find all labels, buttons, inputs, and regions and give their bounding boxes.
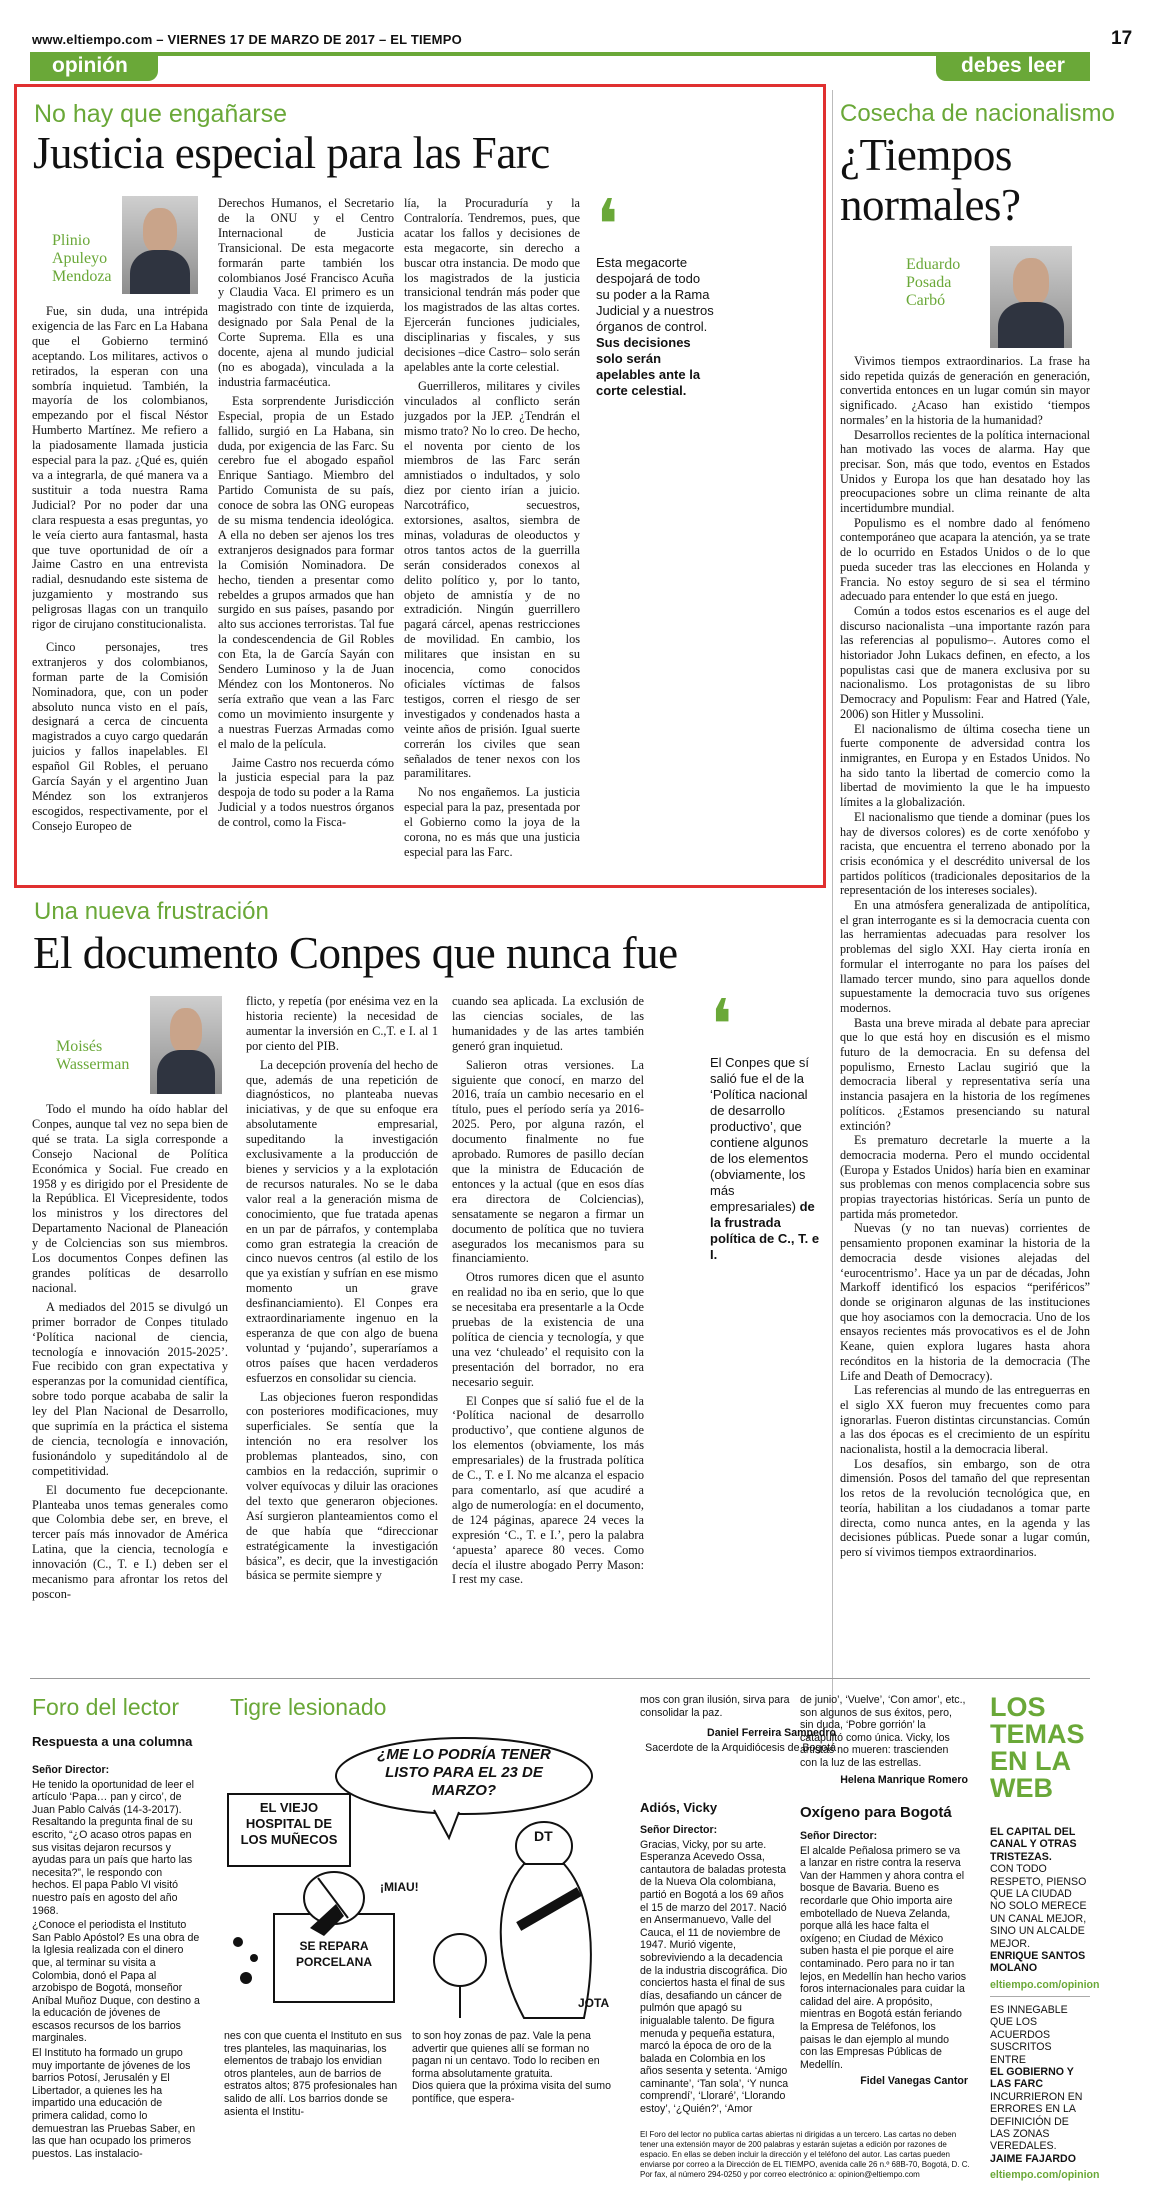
- article2-headline: ¿Tiempos normales?: [840, 130, 1021, 230]
- web-item-1-author: ENRIQUE SANTOS MOLANO: [990, 1950, 1086, 1975]
- paragraph: Las referencias al mundo de las entreguerras en el siglo XX fueron muy frecuentes como para ignorarlas. Fueron distintas circunstancias. Común a las dos épocas es el crecimiento de un espíritu nacionalista, hostil a la democracia liberal.: [840, 1383, 1090, 1457]
- section-tab-opinion[interactable]: [30, 52, 158, 81]
- cartoon-table-sign: SE REPARA PORCELANA: [295, 1939, 372, 1969]
- web-item-2-bold: EL GOBIERNO Y LAS FARC: [990, 2066, 1074, 2091]
- cartoon-cap-label: DT: [534, 1828, 553, 1844]
- paragraph: Jaime Castro nos recuerda cómo la justicia especial para la paz despoja de todo su poder a la Rama Judicial y a todos nuestros órganos de control, como la Fisca-: [218, 755, 394, 830]
- paragraph: Salieron otras versiones. La siguiente que conocí, en marzo del 2016, traía un cambio necesario en el título, pues el período sería ya 2016-2025. Pero, por alguna razón, el documento finalmente no fue aprobado. Rumores de pasillo decían que la ministra de Educación de entonces y la actual (que en esos días era directora de Colciencias), sensatamente se negaron a firmar un documento de política que no tuviera asegurados los mecanismos para su financiamiento.: [452, 1057, 644, 1266]
- paragraph: mos con gran ilusión, sirva para consolidar la paz.: [640, 1694, 790, 1719]
- web-item-2-author: JAIME FAJARDO: [990, 2152, 1076, 2165]
- article1-author: Plinio Apuleyo Mendoza: [52, 232, 112, 285]
- paragraph: Populismo es el nombre dado al fenómeno contemporáneo que acapara la atención, ya se trate de lo ocurrido en Estados Unidos o de lo que pueda suceder tras las elecciones en Holanda y Francia. No estoy seguro de si sea el término adecuado para entender lo que está en juego.: [840, 515, 1090, 604]
- article2-kicker: Cosecha de nacionalismo: [840, 100, 1115, 127]
- letter-signature: Fidel Vanegas Cantor: [860, 2075, 968, 2088]
- article2-author-photo: [990, 246, 1072, 348]
- paragraph: La decepción provenía del hecho de que, además de una repetición de diagnósticos, no planteaba nuevas iniciativas, y de que su enfoque era absolutamente empresarial, supeditando la investigación exclusivamente a la producción de bienes y servicios y a la explotación de recursos naturales. No se le daba valor real a la generación misma de conocimiento, que fue tratada apenas en un par de párrafos, y contemplaba como gran estrategia la creación de cinco nuevos centros (al estilo de los que ya existían y sufrían en ese mismo momento un grave desfinanciamiento). El Conpes era extraordinariamente ingenuo en la esperanza de que con algo de buena voluntad y ‘pujando’, superaríamos a otros países que hacen verdaderos esfuerzos en consolidar su ciencia.: [246, 1057, 438, 1385]
- article3-headline: El documento Conpes que nunca fue: [33, 928, 678, 978]
- pull-quote-bold: Sus decisiones solo serán apelables ante la corte celestial.: [596, 335, 701, 398]
- article2-body: [840, 354, 1090, 1754]
- paragraph: Es prematuro decretarle la muerte a la democracia moderna. Pero el mundo occidental (Europa y Estados Unidos) haría bien en examinar sus problemas con menos complacencia sobre sus propias trayectorias históricas. Sería un punto de partida más prometedor.: [840, 1133, 1090, 1221]
- web-title: LOS TEMAS EN LA WEB: [990, 1692, 1085, 1803]
- article3-kicker: Una nueva frustración: [34, 898, 269, 925]
- paragraph: El Conpes que sí salió fue el de la ‘Política nacional de desarrollo productivo’, que contiene algunos de los elementos (obviamente, los más empresariales) de la frustrada política de C., T. e I. No me alcanza el espacio para comentarlo, así que acudiré a algo de numerología: en el documento, de 124 páginas, aparece 24 veces la expresión ‘C., T. e I.’, pero la palabra ‘apuesta’ aparece 80 veces. Como decía el ilustre abogado Perry Mason: I rest my case.: [452, 1393, 644, 1587]
- article1-kicker: No hay que engañarse: [34, 100, 287, 128]
- masthead-dateline: www.eltiempo.com – VIERNES 17 DE MARZO DE 2017 – EL TIEMPO: [32, 32, 462, 47]
- article1-pull-quote: [596, 184, 716, 399]
- letter1-continuation: nes con que cuenta el Instituto en sus tres planteles, las maquinarias, los elementos de trabajo los envidian otros planteles, aun de barrios de estratos altos; 875 profesionales han salido de allí. Los barrios donde se asienta el Institu-: [224, 2030, 402, 2118]
- article3-pull-quote: [710, 984, 824, 1263]
- pull-quote-bold: de la frustrada política de C., T. e I.: [710, 1199, 820, 1262]
- letter2-title: Adiós, Vicky: [640, 1800, 718, 1815]
- paragraph: No nos engañemos. La justicia especial para la paz, presentada por el Gobierno como la joya de la corona, no es más que una justicia especial para las Farc.: [404, 785, 580, 859]
- paragraph: flicto, y repetía (por enésima vez en la historia reciente) la necesidad de aumentar la inversión en C.,T. e I. al 1 por ciento del PIB.: [246, 994, 438, 1053]
- cartoon-speech: ¿ME LO PODRÍA TENER LISTO PARA EL 23 DE MARZO?: [377, 1746, 551, 1799]
- paragraph: Derechos Humanos, el Secretario de la ONU y el Centro Internacional de Justicia Transicional. De esta megacorte formarán parte también los colombianos José Francisco Acuña y Claudia Vaca. El primero es un magistrado con tinte de izquierda, designado por Sala Penal de la Corte Suprema. Ella es una docente, ajena al mundo judicial (no es abogada), vinculada a la industria farmacéutica.: [218, 196, 394, 389]
- section-tab-debes-leer[interactable]: [936, 52, 1090, 81]
- paragraph: Otros rumores dicen que el asunto en realidad no iba en serio, que lo que se necesitaba era presentarle a la Ocde pruebas de la existencia de una política de ciencia y tecnología, y que una vez ‘chuleado’ el requisito con la presentación del borrador, no era necesario seguir.: [452, 1270, 644, 1389]
- cartoon-title: Tigre lesionado: [230, 1694, 387, 1720]
- paragraph: cuando sea aplicada. La exclusión de las ciencias sociales, de las humanidades y de las artes también generó gran inquietud.: [452, 994, 644, 1053]
- article1-author-photo: [122, 196, 198, 294]
- cartoon-signature: JOTA: [578, 1996, 610, 2010]
- paragraph: He tenido la oportunidad de leer el artículo ‘Papa… pan y circo’, de Juan Pablo Calvás (14-3-2017). Resaltando la pregunta final de su escrito, “¿O acaso otros papas en sus visitas dejaron recursos y ayudas para un país que harto las necesita?”, le respondo con hechos. El papa Pablo VI visitó nuestro país en agosto del año 1968.: [32, 1778, 194, 1917]
- article3-column-1: [32, 1102, 228, 1758]
- paragraph: En una atmósfera generalizada de antipolítica, el gran interrogante es si la democracia cuenta con las herramientas adecuadas para resolver los problemas del siglo XXI. Hay cierta ironía en formular el interrogante no para los países del llamado tercer mundo, sino para aquellos donde supuestamente la democracia tuvo sus orígenes modernos.: [840, 898, 1090, 1015]
- letter1-body: [32, 1764, 200, 2174]
- article2-author: Eduardo Posada Carbó: [906, 256, 961, 309]
- web-item-2-text-a: ES INNEGABLE QUE LOS ACUERDOS SUSCRITOS ENTRE: [990, 2004, 1068, 2066]
- article1-column-2: [218, 196, 394, 876]
- letter-salutation: Señor Director:: [640, 1824, 718, 1836]
- section-label: opinión: [52, 54, 128, 77]
- article3-author-photo: [150, 996, 222, 1094]
- paragraph: Todo el mundo ha oído hablar del Conpes, aunque tal vez no sepa bien de qué se trata. La sigla corresponde a Consejo Nacional de Política Económica y Social. Fue creado en 1958 y es dirigido por el Presidente de la República. El Vicepresidente, todos los ministros y los directores del Departamento Nacional de Planeación y de Colciencias son sus miembros. Los documentos Conpes definen las grandes políticas de desarrollo nacional.: [32, 1102, 228, 1295]
- article3-author: Moisés Wasserman: [56, 1038, 130, 1073]
- paragraph: Vivimos tiempos extraordinarios. La frase ha sido repetida quizás de generación en generación, convertida entonces en un lugar común sin mayor significado. ¿Acaso han existido ‘tiempos normales’ en la historia de la humanidad?: [840, 354, 1090, 427]
- web-item-2-link[interactable]: eltiempo.com/opinion: [990, 2169, 1100, 2182]
- foro-footnote: El Foro del lector no publica cartas abiertas ni dirigidas a un tercero. Las cartas no deben tener una extensión mayor de 200 palabras y estarán sujetas a edición por razones de espacio. En ellas se deben incluir la dirección y el teléfono del autor. Las cartas pueden enviarse por correo a la Dirección de EL TIEMPO, avenida calle 26 n.º 68B-70, Bogotá, D. C. Por fax, al número 294-0250 y por correo electrónico a: opinion@eltiempo.com: [640, 2130, 970, 2179]
- web-item-1: [990, 1826, 1100, 1991]
- letter1-title: Respuesta a una columna: [32, 1734, 193, 1749]
- paragraph: A mediados del 2015 se divulgó un primer borrador de Conpes titulado ‘Política nacional de ciencia, tecnología e innovación 2015-2025’. Fue recibido con gran expectativa y esperanzas por la comunidad científica, sobre todo porque acababa de salir la ley del Plan Nacional de Desarrollo, que suprimía en la práctica el sistema de ciencia, tecnología e innovación, fusionándolo y supeditándolo al de competitividad.: [32, 1299, 228, 1478]
- paragraph: ¿Conoce el periodista el Instituto San Pablo Apóstol? Es una obra de la Iglesia realizada con el dinero que, al terminar su visita a Colombia, donó el Papa al arzobispo de Bogotá, monseñor Aníbal Muñoz Duque, con destino a la educación de jóvenes de escasos recursos de los barrios marginales.: [32, 1919, 200, 2045]
- web-divider: [990, 1996, 1090, 1997]
- paragraph: Los desafíos, sin embargo, son de otra dimensión. Posos del tamaño del que representan los retos de la revolución tecnológica que, en teoría, habilitan a los ciudadanos a tomar parte directa, como nunca antes, en la agenda y las decisiones públicas. Puede sonar a lugar común, pero sí vivimos tiempos extraordinarios.: [840, 1456, 1090, 1559]
- paragraph: Esta sorprendente Jurisdicción Especial, propia de un Estado fallido, surgió en La Habana, sin duda, por exigencia de las Farc. Su cerebro fue el abogado español Enrique Santiago. Miembro del Partido Comunista de su país, conoce de sobra las ONG europeas de su misma tendencia ideológica. A ella no deben ser ajenos los tres extranjeros designados para formar la Comisión Nominadora. De hecho, tienden a presentar como rebeldes a grupos armados que han surgido en sus países, pasando por alto sus acciones terroristas. Tal fue la condescendencia de Gil Robles con Eta, la de García Sayán con Sendero Luminoso y la de Juan Méndez con los Montoneros. No sería extraño que vean a las Farc como un movimiento insurgente y a nuestras Fuerzas Armadas como el malo de la película.: [218, 393, 394, 751]
- foro-separator: [30, 1678, 1090, 1679]
- paragraph: Cinco personajes, tres extranjeros y dos colombianos, forman parte de la Comisión Nominadora, que, con un poder absoluto nunca visto en el país, designará a cerca de cincuenta magistrados a cuyo cargo quedarán juicios y fallos inapelables. El español Gil Robles, el peruano García Sayán y el argentino Juan Méndez son los extranjeros escogidos, respectivamente, por el Consejo Europeo de: [32, 639, 208, 833]
- article3-column-2: [246, 994, 438, 1758]
- paragraph: lía, la Procuraduría y la Contraloría. Tendremos, pues, que acatar los fallos y decisiones de esta megacorte, sin derecho a buscar otra instancia. De modo que los magistrados de la justicia transicional tendrán más poder que los magistrados de las altas cortes. Ejercerán funciones judiciales, disciplinarias y fiscales, y sus decisiones –dice Castro– solo serán apelables ante la corte celestial.: [404, 196, 580, 374]
- web-item-2-text-b: INCURRIERON EN ERRORES EN LA DEFINICIÓN DE LAS ZONAS VEREDALES.: [990, 2090, 1083, 2153]
- cartoon-miau: ¡MIAU!: [380, 1880, 419, 1894]
- paragraph: El documento fue decepcionante. Planteaba unos temas generales como que Colombia debe ser, en breve, el tercer país más innovador de América Latina, que la ciencia, tecnología e innovación (C., T. e I.) deben ser el mecanismo para afrontar los retos del poscon-: [32, 1482, 228, 1601]
- paragraph: Nuevas (y no tan nuevas) corrientes de pensamiento proponen examinar la historia de la democracia desde visiones alejadas del ‘eurocentrismo’. Hace ya un par de décadas, John Markoff identificó los espacios “periféricos” donde se originaron algunas de las instituciones que hoy asociamos con la democracia. Uno de los ensayos recientes más provocativos es el de John Keane, quien explora lugares hasta ahora recónditos en la historia de la democracia (The Life and Death of Democracy).: [840, 1221, 1090, 1383]
- cartoon-sign: EL VIEJO HOSPITAL DE LOS MUÑECOS: [240, 1800, 338, 1847]
- letter-signature: Daniel Ferreira Sampedro: [707, 1727, 836, 1740]
- quote-mark-icon: ❛: [596, 184, 619, 266]
- letter3-body: [800, 1830, 968, 2112]
- article1-column-3: [404, 196, 580, 876]
- letter3-title: Oxígeno para Bogotá: [800, 1804, 952, 1821]
- paragraph: Desarrollos recientes de la política internacional han motivado las voces de alarma. Hay que precisar. Son, más que todo, eventos en Estados Unidos y Europa los que han desatado hoy las preocupaciones sobre un clima reinante de alta incertidumbre mundial.: [840, 427, 1090, 516]
- foro-title: Foro del lector: [32, 1694, 180, 1720]
- web-item-1-bold: EL CAPITAL DEL CANAL Y OTRAS TRISTEZAS.: [990, 1826, 1077, 1863]
- letter2-continuation: [800, 1694, 968, 1794]
- paragraph: Guerrilleros, militares y civiles vinculados al conflicto serán juzgados por la JEP. ¿Tendrán el mismo trato? No lo creo. De hecho, el noventa por ciento de los miembros de las Farc serán amnistiados o indultados, y solo diez por ciento irían a juicio. Narcotráfico, secuestros, extorsiones, asaltos, siembra de minas, voladuras de oleoductos y otros tantos actos de la guerrilla serán considerados conexos al delito político y, por lo tanto, objeto de amnistía y de no extradición. Ningún guerrillero pagará cárcel, apenas restricciones de movilidad. En cambio, los militares que insistan en su inocencia, como conocidos oficiales víctimas de falsos testigos, corren el riesgo de ser investigados y condenados hasta a veinte años de prisión. Igual suerte correrán los civiles que sean señalados de tener nexos con los paramilitares.: [404, 378, 580, 781]
- paragraph: Basta una breve mirada al debate para apreciar que lo que está hoy en discusión es el mismo futuro de la democracia. En su defensa del populismo, Ernesto Laclau sugirió que la democracia liberal y representativa sería una instancia pasajera en la historia de los regímenes políticos. ¿Estamos presenciando su natural extinción?: [840, 1015, 1090, 1133]
- debes-leer-label: debes leer: [961, 54, 1065, 77]
- paragraph: El alcalde Peñalosa primero se va a lanzar en ristre contra la reserva Van der Hammen y ahora contra el bosque de Bavaria. Bueno es recordarle que Ohio importa aire embotellado de Nueva Zelanda, porque allá les hace falta el oxígeno; en Ciudad de México suben hasta el pie porque el aire contaminado. Pero para no ir tan lejos, en Medellín han hecho varios foros internacionales para cuidar la calidad del aire. A propósito, mientras en Bogotá están feriando la Empresa de Teléfonos, los paisas le dan ejemplo al mundo con las Empresas Públicas de Medellín.: [800, 1844, 967, 2071]
- letter-salutation: Señor Director:: [800, 1830, 878, 1842]
- web-item-1-text: CON TODO RESPETO, PIENSO QUE LA CIUDAD NO SOLO MERECE UN CANAL MEJOR, SINO UN ALCALDE MEJOR.: [990, 1863, 1087, 1950]
- web-item-1-link[interactable]: eltiempo.com/opinion: [990, 1978, 1100, 1991]
- pull-quote-text: Esta megacorte despojará de todo su poder a la Rama Judicial y a nuestros órganos de control.: [596, 255, 714, 334]
- letter2-body: [640, 1824, 790, 2120]
- article1-column-1: [32, 304, 208, 876]
- paragraph: Común a todos estos escenarios es el auge del discurso nacionalista –una importante razón para las referencias al populismo–. Autores como el historiador John Lukacs definen, en efecto, a los populistas casi que de manera exclusiva por su nacionalismo. Los protagonistas de su libro Democracy and Populism: Fear and Hatred (Yale, 2006) son Hitler y Mussolini.: [840, 603, 1090, 721]
- letter-signature-role: Sacerdote de la Arquidiócesis de Bogotá: [645, 1741, 836, 1754]
- paragraph: Fue, sin duda, una intrépida exigencia de las Farc en La Habana que el Gobierno terminó aceptando. Los militares, activos o retirados, la esperan con una sombría inquietud. También, la mayoría de los colombianos, empezando por el fiscal Néstor Humberto Martínez. Me refiero a la piadosamente llamada justicia especial para la paz. ¿Qué es, quién va a integrarla, de qué manera va a sustituir a toda nuestra Rama Judicial? Por no poder dar una clara respuesta a esas preguntas, yo le veía cierto aura fantasmal, hasta que tuve oportunidad de oír a Jaime Castro en una entrevista radial, desnudando este sistema de juzgamiento y mostrando sus peligrosas llagas con un tranquilo rigor de cirujano constitucionalista.: [32, 304, 208, 632]
- paragraph: El Instituto ha formado un grupo muy importante de jóvenes de los barrios Potosí, Jerusalén y El Libertador, a quienes les ha impartido una educación de primera calidad, como lo demuestran las Pruebas Saber, en las que han ocupado los primeros puestos. Las instalacio-: [32, 2047, 196, 2160]
- quote-mark-icon: ❛: [710, 984, 733, 1066]
- section-bar: [30, 52, 1090, 56]
- article3-column-3: [452, 994, 644, 1758]
- web-item-2: [990, 2004, 1100, 2182]
- column-divider: [832, 90, 833, 1750]
- paragraph: El nacionalismo que tiende a dominar (pues los hay de diversos colores) es de corte xenófobo y racista, que encuentra el terreno abonado por la crisis económica y el descrédito universal de los partidos políticos (tradicionales depositarios de la representación de los intereses sociales).: [840, 809, 1090, 898]
- paragraph: Gracias, Vicky, por su arte. Esperanza Acevedo Ossa, cantautora de baladas protesta de la Nueva Ola colombiana, partió en Bogotá a los 69 años el 15 de marzo del 2017. Nació en Ansermanuevo, Valle del Cauca, el 11 de noviembre de 1947. Murió vigente, sobreviviendo a la decadencia de la industria discográfica. Dio conciertos hasta el final de sus días, desafiando un cáncer de pulmón que apagó su inigualable talento. De figura menuda y pequeña estatura, marcó la época de oro de la balada en Colombia en los años sesenta y setenta. ‘Amigo caminante’, ‘Tan sola’, ‘Y nunca comprendí’, ‘Lloraré’, ‘Llorando estoy’, ‘¿Quién?’, ‘Amor: [640, 1838, 789, 2116]
- letter-signature: Helena Manrique Romero: [840, 1773, 968, 1786]
- letter-salutation: Señor Director:: [32, 1764, 110, 1776]
- pull-quote-text: El Conpes que sí salió fue el de la ‘Política nacional de desarrollo productivo’, que contiene algunos de los elementos (obviamente, los más empresariales): [710, 1055, 810, 1214]
- paragraph: El nacionalismo de última cosecha tiene un fuerte componente de adversidad contra los inmigrantes, en Europa y en Estados Unidos. No ha sido tanto la libertad de comercio como la libertad de movimiento la que le ha impuesto límites a la globalización.: [840, 721, 1090, 810]
- letter1-continuation-2: to son hoy zonas de paz. Vale la pena advertir que quienes allí se forman no pagan ni un centavo. Todo lo reciben en forma absolutamente gratuita. Dios quiera que la próxima visita del sumo pontífice, que espera-: [412, 2030, 612, 2105]
- paragraph: de junio’, ‘Vuelve’, ‘Con amor’, etc., son algunos de sus éxitos, pero, sin duda, ‘Pobre gorrión’ la catapultó como única. Vicky, los artistas no mueren: trascienden con la luz de las estrellas.: [800, 1694, 966, 1769]
- paragraph: Las objeciones fueron respondidas con posteriores modificaciones, muy superficiales. Se sentía que la intención no era resolver los problemas planteados, sino, con cambios en la redacción, suprimir o volver equívocas y diluir las oraciones del texto que generaron objeciones. Así surgieron planteamientos como el de que había que “direccionar estratégicamente la investigación básica”, es decir, que la investigación básica se permite siempre y: [246, 1389, 438, 1583]
- article1-headline: Justicia especial para las Farc: [33, 128, 550, 178]
- page-number: 17: [1111, 28, 1133, 49]
- cartoon: [224, 1728, 620, 2020]
